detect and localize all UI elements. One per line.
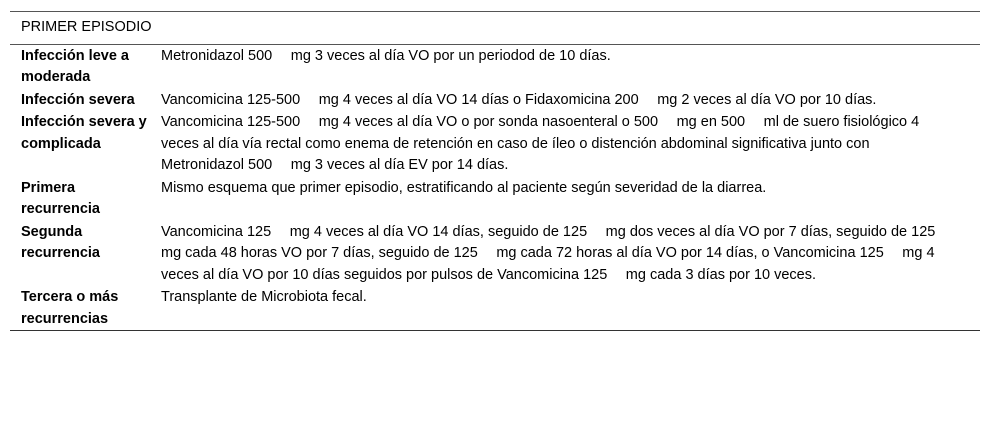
row-label: Infección leve a moderada (21, 47, 129, 85)
table-row (10, 111, 980, 177)
table-row (10, 221, 980, 287)
table-row (10, 89, 980, 112)
treatment-table-container (10, 11, 980, 331)
table-row (10, 44, 980, 89)
row-text: Transplante de Microbiota fecal. (150, 286, 980, 331)
row-text: Vancomicina 125-500 mg 4 veces al día VO 14 días o Fidaxomicina 200 mg 2 veces al día VO por 10 días. (161, 91, 877, 108)
row-text: Vancomicina 125-500 mg 4 veces al día VO o por sonda nasoenteral o 500 mg en 500 ml de suero fisiológico 4 veces al día vía rectal como enema de retención en caso de íleo o distención abdominal significativa junto con Metronidazol 500 mg 3 veces al día EV por 14 días. (161, 114, 920, 173)
row-label: Infección severa (21, 91, 135, 108)
row-text: Vancomicina 125 mg 4 veces al día VO 14 días, seguido de 125 mg dos veces al día VO por 7 días, seguido de 125 mg cada 48 horas VO por 7 días, seguido de 125 mg cada 72 horas al día VO por 14 días, o Vancomicina 125 mg 4 veces al día VO por 10 días seguidos por pulsos de Vancomicina 125 mg cada 3 días por 10 veces. (161, 223, 950, 283)
row-label: Infección severa y complicada (21, 114, 147, 152)
row-label: Tercera o más recurrencias (10, 286, 150, 331)
treatment-table (10, 11, 980, 331)
table-row (10, 286, 980, 331)
row-label: Primera recurrencia (21, 179, 100, 217)
table-row (10, 177, 980, 221)
row-text: Mismo esquema que primer episodio, estratificando al paciente según severidad de la diarrea. (161, 179, 767, 196)
table-header: PRIMER EPISODIO (10, 12, 980, 45)
table-header-row (10, 12, 980, 45)
row-label: Segunda recurrencia (21, 223, 100, 261)
row-text: Metronidazol 500 mg 3 veces al día VO por un periodod de 10 días. (161, 47, 611, 64)
